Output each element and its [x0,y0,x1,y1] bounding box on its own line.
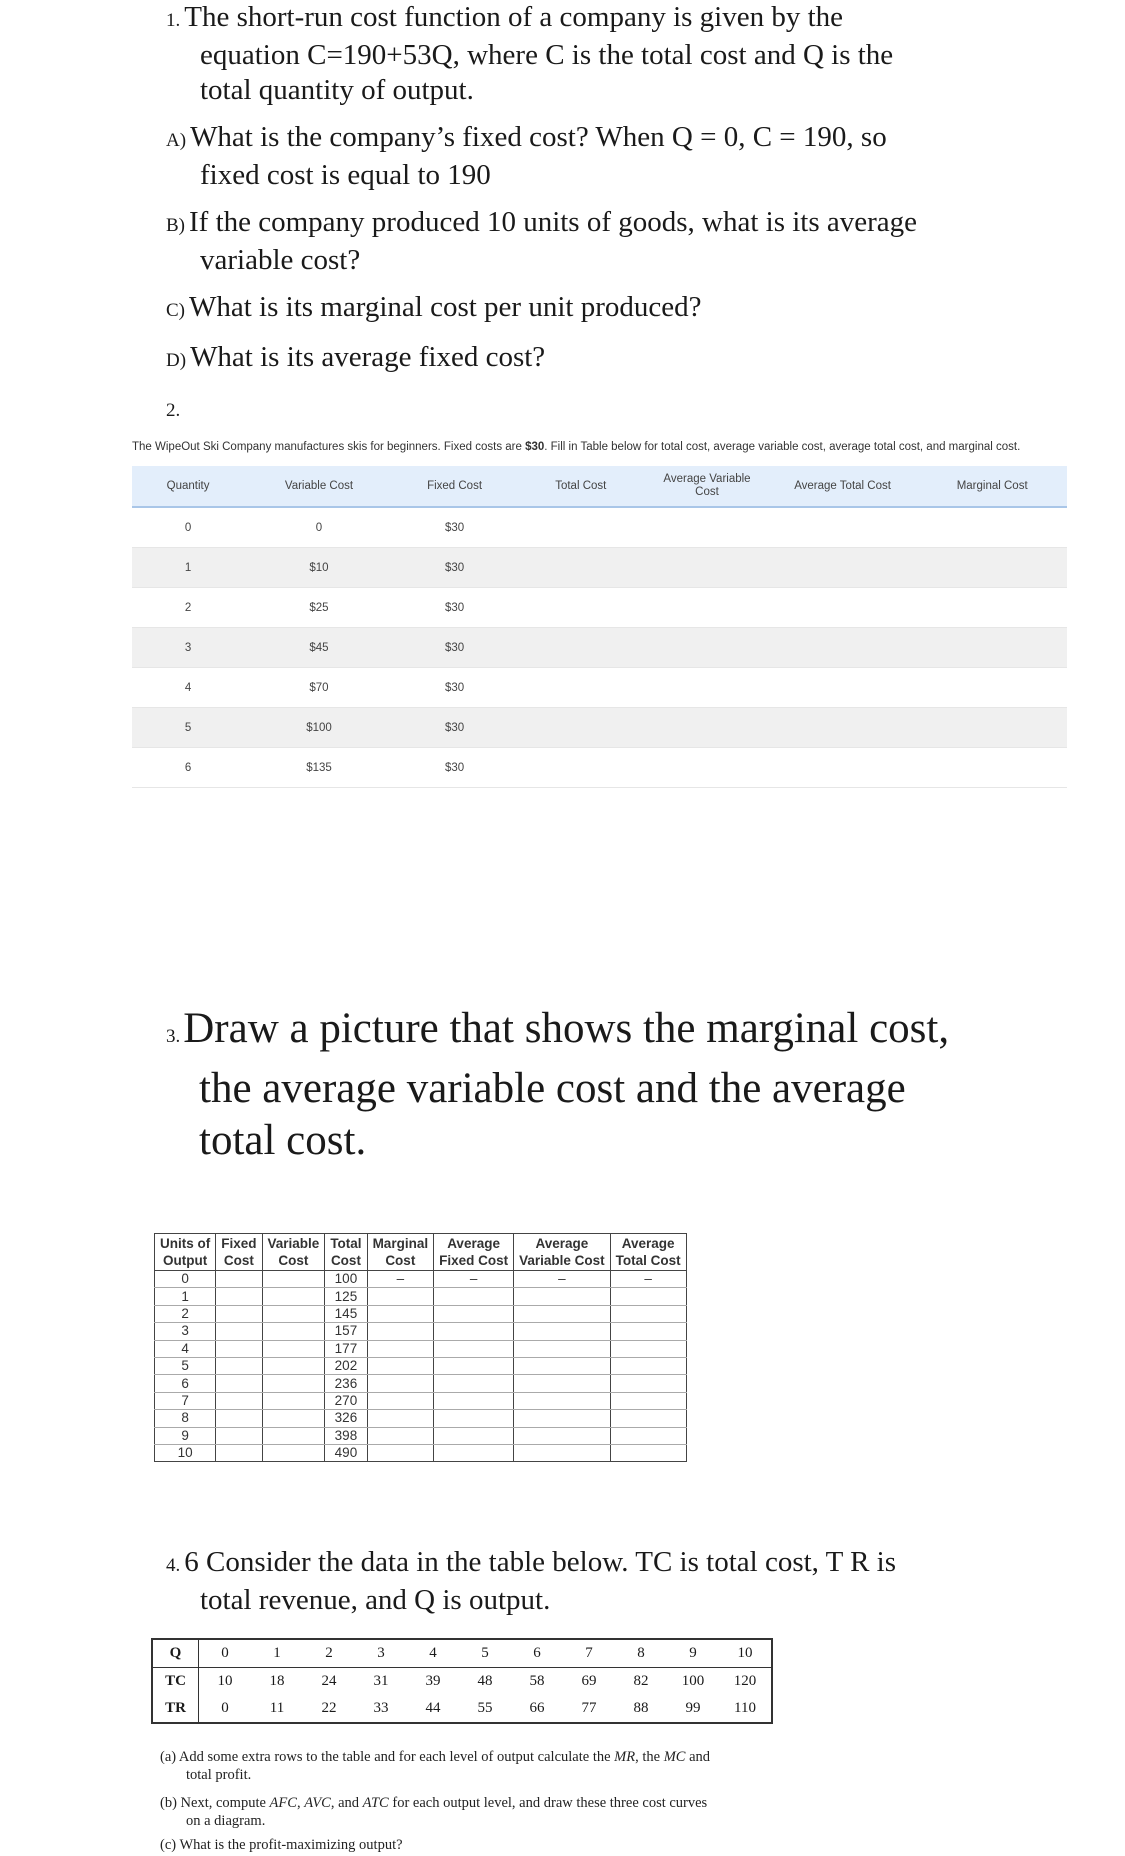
tc-tr-table [151,1638,773,1724]
table-row: 5 $100 $30 [132,708,1067,748]
question-2-number: 2. [166,400,181,421]
question-1d: D) What is its average fixed cost? [166,341,546,373]
question-4c: (c) What is the profit-maximizing output? [160,1837,403,1853]
column-header: Total Cost [325,1234,367,1271]
table-header-row [155,1234,687,1271]
question-1b: B) If the company produced 10 units of goods, what is its average variable cost? [166,206,918,276]
table-row: 4 $70 $30 [132,668,1067,708]
column-header: Average Variable Cost [514,1234,611,1271]
column-header: Quantity [132,466,244,507]
table-header-row [132,466,1067,507]
column-header: Average Total Cost [610,1234,686,1271]
wipeout-intro: The WipeOut Ski Company manufactures skis for beginners. Fixed costs are $30. Fill in Table below for total cost, average variable cost, average total cost, and marginal cost. [132,441,1021,453]
table-row: 6 236 [155,1375,687,1392]
table-row-q: Q 0 1 2 3 4 5 6 7 8 9 10 [152,1639,772,1668]
question-4b: (b) Next, compute AFC, AVC, and ATC for each output level, and draw these three cost curves on a diagram. [160,1795,708,1829]
table-row: 3 $45 $30 [132,628,1067,668]
question-4a: (a) Add some extra rows to the table and for each level of output calculate the MR, the MC and total profit. [160,1749,711,1783]
table-row: 3 157 [155,1323,687,1340]
question-3: 3.Draw a picture that shows the marginal cost, the average variable cost and the average total cost. [166,1005,950,1164]
table-row: 1 $10 $30 [132,548,1067,588]
column-header: Variable Cost [244,466,394,507]
column-header: Fixed Cost [216,1234,262,1271]
table-row: 2 $25 $30 [132,588,1067,628]
table-row: 6 $135 $30 [132,748,1067,788]
column-header: Marginal Cost [917,466,1067,507]
column-header: Average Total Cost [768,466,918,507]
column-header: Average Variable Cost [646,466,768,507]
question-1-stem: 1. The short-run cost function of a company is given by the equation C=190+53Q, where C is the total cost and Q is the total quantity of output. [166,1,894,106]
question-1c: C) What is its marginal cost per unit produced? [166,291,702,323]
column-header: Variable Cost [262,1234,325,1271]
question-1a: A) What is the company’s fixed cost? When Q = 0, C = 190, so fixed cost is equal to 190 [166,121,887,191]
cost-table-q3 [154,1233,687,1462]
table-row: 0 100 – – – – [155,1271,687,1288]
table-row: 5 202 [155,1357,687,1374]
column-header: Average Fixed Cost [434,1234,514,1271]
table-row: 8 326 [155,1410,687,1427]
wipeout-cost-table [132,466,1067,788]
table-row: 0 0 $30 [132,507,1067,548]
table-row: 10 490 [155,1444,687,1461]
table-row: 9 398 [155,1427,687,1444]
column-header: Total Cost [515,466,646,507]
column-header: Units of Output [155,1234,216,1271]
table-row-tr: TR 0 11 22 33 44 55 66 77 88 99 110 [152,1695,772,1723]
table-row: 2 145 [155,1305,687,1322]
column-header: Marginal Cost [367,1234,434,1271]
table-row: 1 125 [155,1288,687,1305]
table-row: 7 270 [155,1392,687,1409]
table-row: 4 177 [155,1340,687,1357]
column-header: Fixed Cost [394,466,516,507]
question-4: 4. 6 Consider the data in the table below. TC is total cost, T R is total revenue, and Q is output. [166,1546,897,1616]
table-row-tc: TC 10 18 24 31 39 48 58 69 82 100 120 [152,1668,772,1696]
